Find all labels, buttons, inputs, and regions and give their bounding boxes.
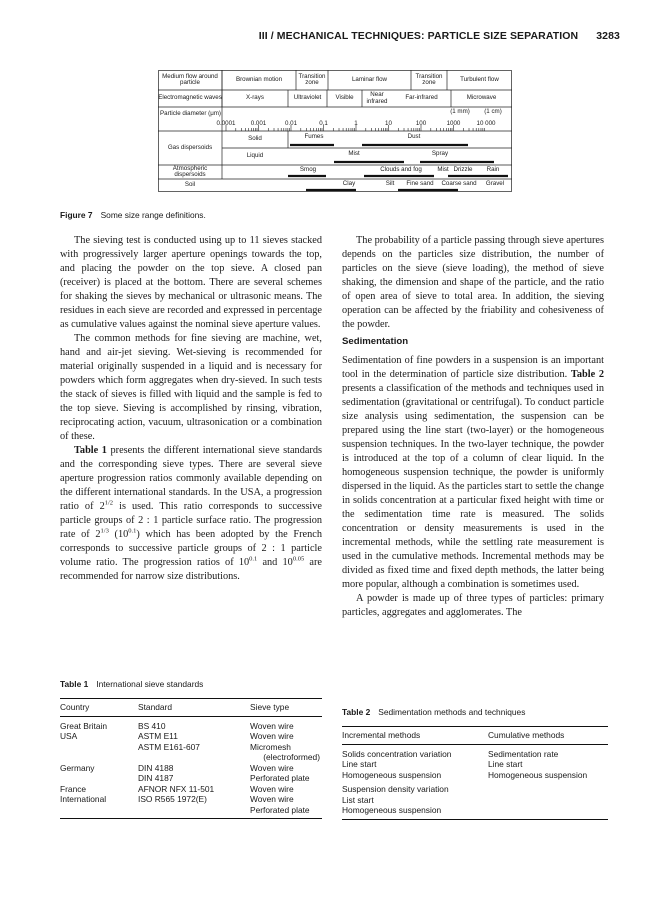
scale-tick-label: 1000 xyxy=(446,120,461,128)
gas-fumes: Fumes xyxy=(304,133,324,141)
paragraph: Table 1 presents the different international sieve standards and the corresponding sieve types. There are several sieve aperture progression ratios commonly available depending on the different international standards. In the USA, a progression ratio of $2^{1/2}$ is used. This ratio corresponds to successive particle groups of 2 : 1 particle surface ratio. The progression rate of $2^{1/3}$ $(10^{0.1})$ which has been adopted by the French corresponds to successive particle groups of 2 : 1 particle volume ratio. The progression ratios of $10^{0.1}$ and $10^{0.05}$ are recommended for narrow size distributions. xyxy=(60,445,323,582)
flow-transition-2: Transition zone xyxy=(415,72,443,86)
gas-spray: Spray xyxy=(431,150,449,158)
table-row: Solids concentration variation Sedimentation rate xyxy=(342,748,559,759)
table1-ref: Table 1 xyxy=(74,445,107,456)
em-xrays: X-rays xyxy=(246,94,264,102)
section-heading-sedimentation: Sedimentation xyxy=(342,336,409,347)
table-row: France AFNOR NFX 11-501 Woven wire xyxy=(60,783,294,794)
scale-tick-label: 10 xyxy=(385,120,392,128)
paragraph: The common methods for fine sieving are machine, wet, hand and air-jet sieving. Wet-sieving is recommended for material originally suspended in a liquid and is necessary for powders which form aggregates when dry-sieved. In such tests the stack of sieves is filled with liquid and the sample is fed to the top sieve. Sieving is accomplished by rinsing, vibration, reciprocating action, vacuum, ultrasonication or a combination of these. xyxy=(60,333,322,442)
table-header xyxy=(60,699,322,717)
table2-ref: Table 2 xyxy=(570,369,604,380)
table-row: Homogeneous suspension Homogeneous suspension xyxy=(342,769,588,780)
atm-smog: Smog xyxy=(299,166,317,174)
page-number: 3283 xyxy=(596,30,620,42)
unit-1mm: (1 mm) xyxy=(450,107,470,115)
scale-tick-label: 0.0001 xyxy=(216,120,236,128)
paragraph: The probability of a particle passing through sieve apertures depends on the particles size distribution, the number of particles on the sieve (sieve loading), the method of sieve shaking, the dimension and shape of the particle, and the ratio of open area of sieve to total area. In addition, the sieving operation can be affected by the friability and cohesiveness of the powder. xyxy=(342,235,604,330)
table-header-cell: Cumulative methods xyxy=(488,727,608,745)
row-label-em: Electromagnetic waves xyxy=(158,94,222,102)
scale-tick-label: 10 000 xyxy=(476,120,496,128)
table-header-cell: Standard xyxy=(138,699,250,717)
sublabel-liquid: Liquid xyxy=(246,152,264,160)
table-row: USA ASTM E11 Woven wire xyxy=(60,731,294,741)
table2-caption-text: Sedimentation methods and techniques xyxy=(378,707,526,717)
em-near-infrared: Near infrared xyxy=(366,91,388,105)
table-row: Line start Line start xyxy=(342,759,523,769)
table-row: Homogeneous suspension xyxy=(342,805,608,819)
atm-drizzle: Drizzle xyxy=(453,166,473,174)
scale-tick-label: 1 xyxy=(354,120,358,128)
atm-rain: Rain xyxy=(486,166,500,174)
row-label-diameter: Particle diameter (μm) xyxy=(160,109,221,117)
table2-label: Table 2 xyxy=(342,707,371,717)
row-label-atmospheric: Atmospheric dispersoids xyxy=(172,164,208,178)
scale-tick-label: 0.001 xyxy=(250,120,267,128)
flow-transition-1: Transition zone xyxy=(298,72,326,86)
flow-laminar: Laminar flow xyxy=(351,75,388,83)
table-header-cell: Country xyxy=(60,699,138,717)
table-row: Suspension density variation xyxy=(342,784,449,794)
table-row: Great Britain BS 410 Woven wire xyxy=(60,720,294,731)
table1 xyxy=(60,698,322,819)
sublabel-solid: Solid xyxy=(248,135,262,143)
atm-clouds-fog: Clouds and fog xyxy=(380,166,422,174)
table-header-cell: Sieve type xyxy=(250,699,322,717)
table-row: International ISO R565 1972(E) Woven wire xyxy=(60,794,294,804)
table-row: (electroformed) xyxy=(263,752,320,762)
gas-mist: Mist xyxy=(348,150,360,158)
running-head-title: III / MECHANICAL TECHNIQUES: PARTICLE SIZE SEPARATION xyxy=(258,30,579,42)
soil-fine-sand: Fine sand xyxy=(406,180,434,188)
em-ultraviolet: Ultraviolet xyxy=(293,94,322,102)
scale-tick-label: 0.01 xyxy=(284,120,298,128)
soil-coarse-sand: Coarse sand xyxy=(441,180,477,188)
em-microwave: Microwave xyxy=(466,94,497,102)
figure-caption xyxy=(60,210,206,220)
gas-dust: Dust xyxy=(407,133,421,141)
table-row: DIN 4187 Perforated plate xyxy=(138,773,310,783)
left-column xyxy=(60,234,322,584)
right-column xyxy=(342,234,604,620)
soil-clay: Clay xyxy=(342,180,356,188)
row-label-gas: Gas dispersoids xyxy=(167,143,213,151)
table-row: ASTM E161-607 Micromesh xyxy=(138,741,291,752)
paragraph: A powder is made up of three types of particles: primary particles, aggregates and agglomerates. The xyxy=(342,593,604,618)
scale-tick-label: 100 xyxy=(415,120,427,128)
figure-caption-text: Some size range definitions. xyxy=(100,210,206,220)
figure-label: Figure 7 xyxy=(60,210,93,220)
table2 xyxy=(342,726,608,820)
running-head xyxy=(200,30,620,42)
table1-caption xyxy=(60,679,203,689)
paragraph: Sedimentation of fine powders in a suspension is an important tool in the determination of particle size distribution. Table 2 presents a classification of the methods and techniques used in sedimentation (gravitational or centrifugal). To conduct particle size analysis using sedimentation, the suspension can be prepared using the line start (two-layer) or the homogeneous suspension techniques. In the two-layer technique, the powder is introduced at the top of a column of clear liquid. In the homogeneous suspension technique, the powder is uniformly dispersed in the liquid. As the particles start to settle the change in solids concentration at a particular fixed height with time or the sedimentation time rate is measured. The solids concentration or density measurements is used in the incremental methods, while the settling rate measurement is used in the cumulative methods. Incremental methods may be divided as fixed time and fixed depth methods, the latter being more popular, although a combination is sometimes used. xyxy=(342,355,604,590)
table-row: Perforated plate xyxy=(60,805,322,819)
flow-turbulent: Turbulent flow xyxy=(460,75,499,83)
atm-mist: Mist xyxy=(437,166,449,174)
table-row: List start xyxy=(342,794,374,805)
table-header xyxy=(342,727,608,745)
table-header-cell: Incremental methods xyxy=(342,727,488,745)
soil-gravel: Gravel xyxy=(485,180,505,188)
table1-label: Table 1 xyxy=(60,679,89,689)
em-visible: Visible xyxy=(335,94,354,102)
table-row: Germany DIN 4188 Woven wire xyxy=(60,762,294,773)
scale-tick-label: 0.1 xyxy=(319,120,328,128)
table2-caption xyxy=(342,707,525,717)
em-far-infrared: Far-infrared xyxy=(405,94,438,102)
table1-caption-text: International sieve standards xyxy=(96,679,204,689)
unit-1cm: (1 cm) xyxy=(484,107,502,115)
soil-silt: Silt xyxy=(385,180,395,188)
row-label-flow: Medium flow around particle xyxy=(162,72,218,86)
flow-brownian: Brownian motion xyxy=(235,75,283,83)
paragraph: The sieving test is conducted using up to 11 sieves stacked with progressively larger aperture openings towards the top, and placing the powder on the top sieve. A closed pan (receiver) is placed at the bottom. There are several schemes for shaking the sieves by mechanical or ultrasonic means. The residues in each sieve are recorded and expressed in percentage as cumulative values against the nominal sieve aperture values. xyxy=(60,235,322,330)
row-label-soil: Soil xyxy=(184,181,196,189)
figure-size-ranges xyxy=(158,70,512,192)
